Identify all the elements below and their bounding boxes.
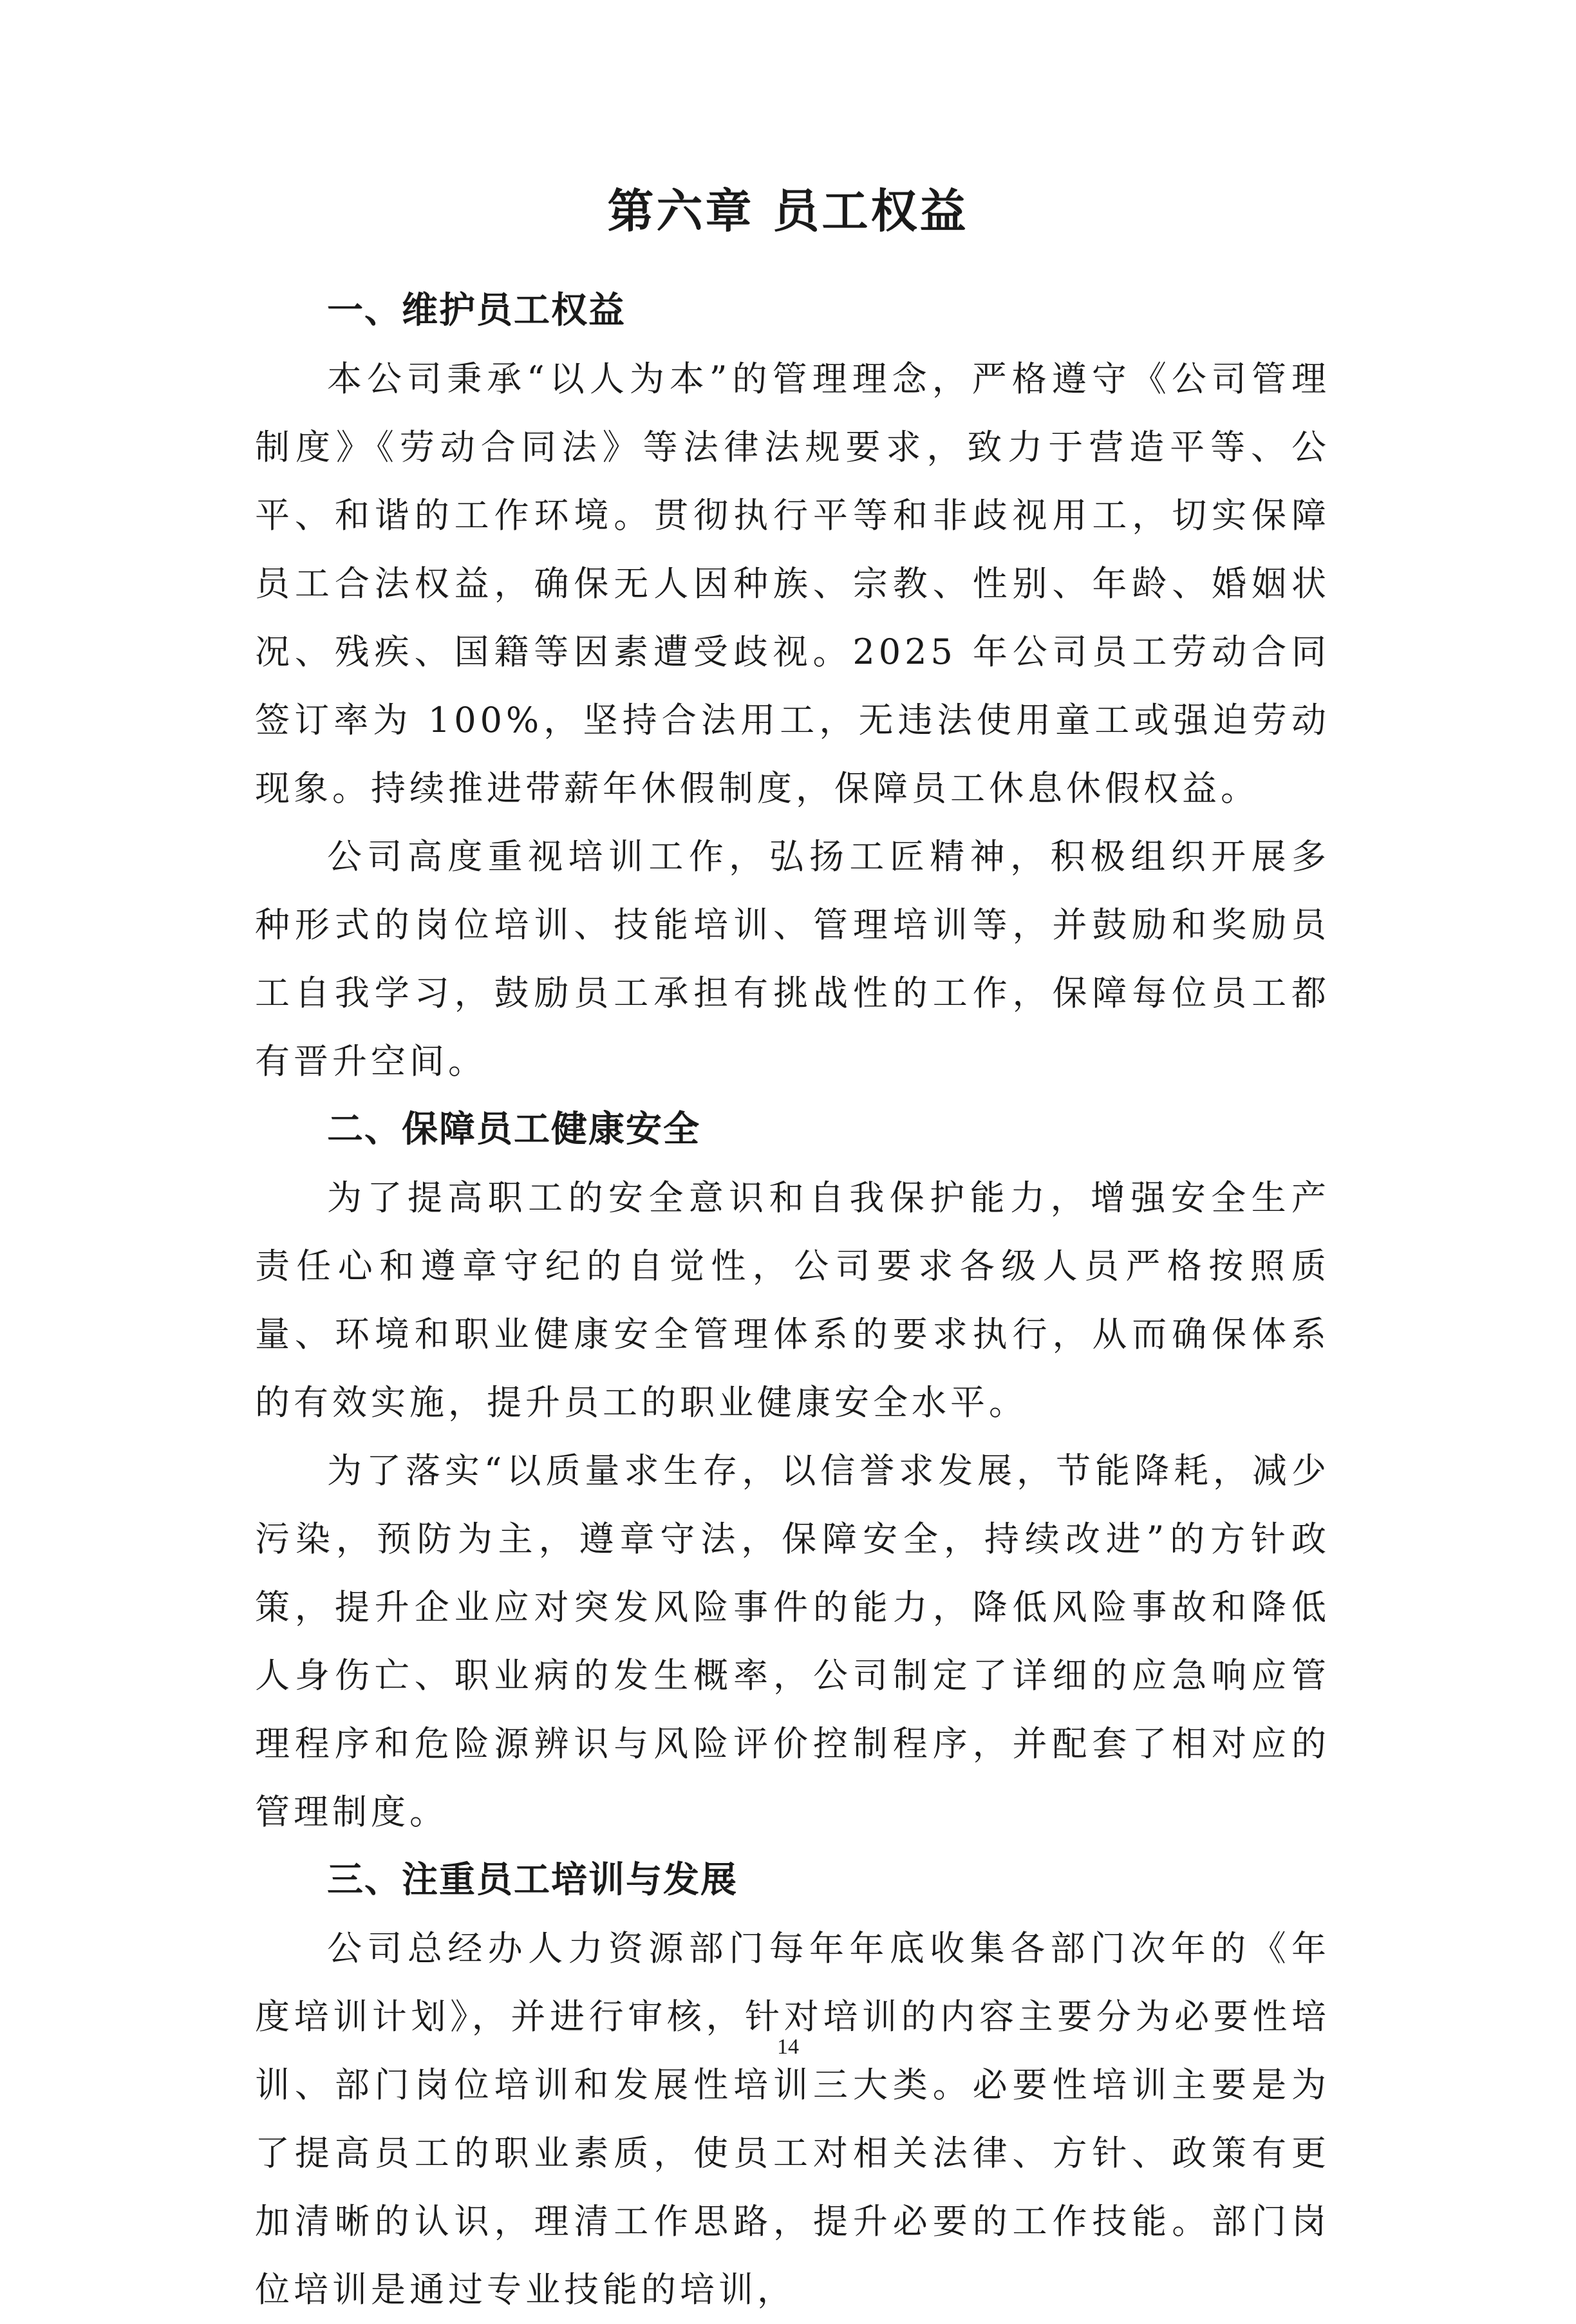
page-number: 14 bbox=[777, 2035, 799, 2059]
paragraph: 公司总经办人力资源部门每年年底收集各部门次年的《年度培训计划》，并进行审核，针对培训的内容主要分为必要性培训、部门岗位培训和发展性培训三大类。必要性培训主要是为了提高员工的职业素质，使员工对相关法律、方针、政策有更加清晰的认识，理清工作思路，提升必要的工作技能。部门岗位培训是通过专业技能的培训， bbox=[255, 1928, 1330, 2310]
paragraph: 为了落实“以质量求生存，以信誉求发展，节能降耗，减少污染，预防为主，遵章守法，保障安全，持续改进”的方针政策，提升企业应对突发风险事件的能力，降低风险事故和降低人身伤亡、职业病的发生概率，公司制定了详细的应急响应管理程序和危险源辨识与风险评价控制程序，并配套了相对应的管理制度。 bbox=[255, 1450, 1330, 1832]
document-body bbox=[255, 277, 1330, 2324]
paragraph: 公司高度重视培训工作，弘扬工匠精神，积极组织开展多种形式的岗位培训、技能培训、管理培训等，并鼓励和奖励员工自我学习，鼓励员工承担有挑战性的工作，保障每位员工都有晋升空间。 bbox=[255, 836, 1330, 1082]
chapter-title: 第六章 员工权益 bbox=[607, 184, 969, 238]
section-heading-2: 二、保障员工健康安全 bbox=[327, 1109, 700, 1150]
paragraph: 本公司秉承“以人为本”的管理理念，严格遵守《公司管理制度》《劳动合同法》等法律法规要求，致力于营造平等、公平、和谐的工作环境。贯彻执行平等和非歧视用工，切实保障员工合法权益，确保无人因种族、宗教、性别、年龄、婚姻状况、残疾、国籍等因素遭受歧视。2025 年公司员工劳动合同签订率为 100%，坚持合法用工，无违法使用童工或强迫劳动现象。持续推进带薪年休假制度，保障员工休息休假权益。 bbox=[255, 359, 1330, 809]
section-heading-1: 一、维护员工权益 bbox=[327, 290, 626, 332]
paragraph: 为了提高职工的安全意识和自我保护能力，增强安全生产责任心和遵章守纪的自觉性，公司要求各级人员严格按照质量、环境和职业健康安全管理体系的要求执行，从而确保体系的有效实施，提升员工的职业健康安全水平。 bbox=[255, 1177, 1330, 1423]
section-heading-3: 三、注重员工培训与发展 bbox=[327, 1859, 738, 1901]
